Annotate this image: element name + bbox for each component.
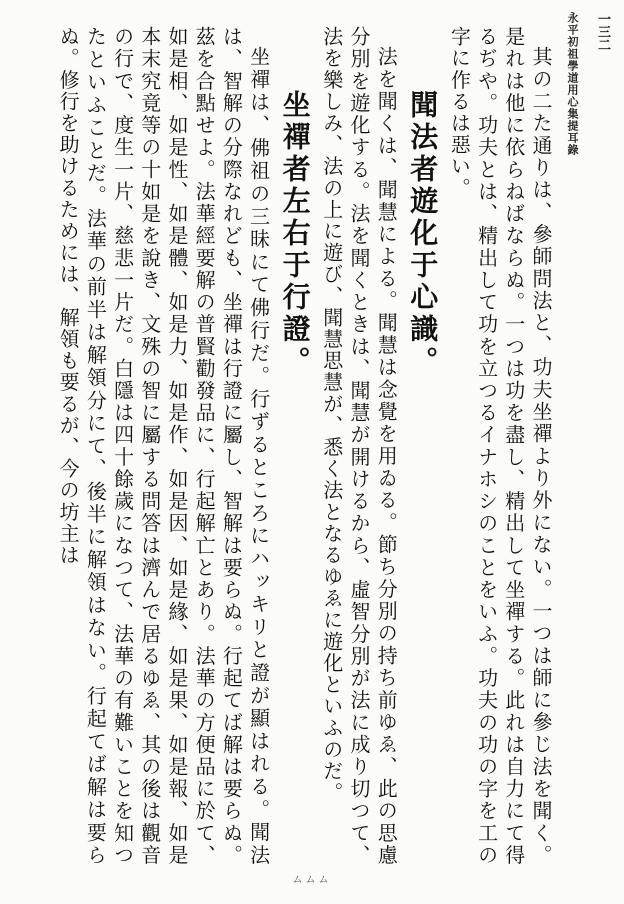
- paragraph: 法を聞くは、聞慧による。聞慧は念覺を用ゐる。節ち分別の持ち前ゆゑ、此の思慮分別を遊化する。法を聞くときは、聞慧が開けるから、虛智分別が法に成り切つて、法を樂しみ、法の上に遊び、聞慧思慧が、悉く法となるゆゑに遊化といふのだ。: [319, 26, 399, 866]
- paragraph: 其の二た通りは、參師問法と、功夫坐禪より外にない。一つは師に參じ法を聞く。是れは他に依らねばならぬ。一つは功を盡し、精出して坐禪する。此れは自力にて得るぢや。功夫とは、精出して功を立つるイナホシのことをいふ。功夫の功の字を工の字に作るは惡い。: [447, 26, 553, 866]
- section-heading: 坐禪者左右于行證。: [278, 90, 312, 378]
- footer-mark: ムムム: [292, 875, 332, 886]
- paragraph: 坐禪は、佛祖の三昧にて佛行だ。行ずるところにハッキリと證が顯はれる。聞法は、智解の分際なれども、坐禪は行證に屬し、智解は要らぬ。行起てば解は要らぬ。茲を合點せよ。法華經要解の普賢勸發品に、行起解亡とあり。法華の方便品に於て、如是相、如是性、如是體、如是力、如是作、如是因、如是緣、如是果、如是報、如是本末究竟等の十如是を說き、文殊の智に屬する問答は濟んで居るゆゑ、其の後は觀音の行で、度生一片、慈悲一片だ。白隱は四十餘歲になつて、法華の有難いことを知つたといふことだ。法華の前半は解領分にて、後半に解領はない。行起てば解は要らぬ。修行を助けるためには、解領も要るが、今の坊主は: [56, 26, 271, 866]
- body-text: [14, 26, 554, 866]
- section-heading: 聞法者遊化于心識。: [406, 90, 440, 378]
- page-number: 一三二: [595, 12, 610, 51]
- running-header: 永平初祖學道用心集提耳錄: [566, 12, 579, 156]
